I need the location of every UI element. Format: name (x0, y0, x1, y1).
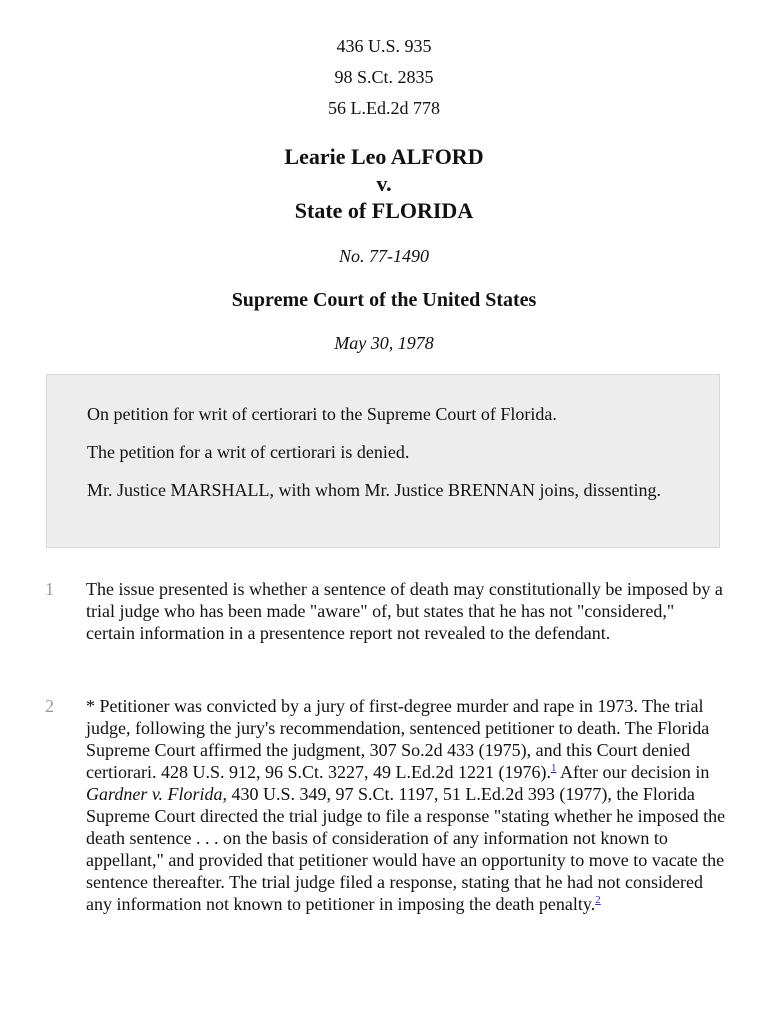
footnote-link-2[interactable]: 2 (595, 894, 601, 906)
court-name: Supreme Court of the United States (231, 289, 537, 311)
paragraph-text-part: After our decision in (556, 762, 710, 782)
case-title (0, 143, 768, 224)
paragraph-number: 2 (45, 696, 54, 716)
petitioner-name: Learie Leo ALFORD (284, 144, 484, 169)
paragraph-text-part: * Petitioner was convicted by a jury of first-degree murder and rape in 1973. The trial judge, following the jury's recommendation, sentenced petitioner to death. The Florida Supreme Court affirmed the judgment, 307 So.2d 433 (1975), and this Court denied certiorari. 428 U.S. 912, 96 S.Ct. 3227, 49 L.Ed.2d 1221 (1976). (86, 696, 710, 782)
respondent-name: State of FLORIDA (294, 198, 474, 223)
citations (0, 34, 768, 127)
versus: v. (376, 171, 392, 196)
petition-text: On petition for writ of certiorari to the Supreme Court of Florida. (87, 404, 557, 424)
citation-sct: 98 S.Ct. 2835 (334, 67, 434, 87)
case-name: Gardner v. Florida, (86, 784, 227, 804)
citation-us: 436 U.S. 935 (336, 36, 432, 56)
docket-number: No. 77-1490 (339, 246, 429, 266)
paragraph-text (86, 695, 726, 915)
paragraph-text: The issue presented is whether a sentence of death may constitutionally be imposed by a trial judge who has been made "aware" of, but states that he has not "considered," certain information in a presentence report not revealed to the defendant. (86, 579, 723, 643)
dissent-text: Mr. Justice MARSHALL, with whom Mr. Justice BRENNAN joins, dissenting. (87, 480, 662, 500)
decision-date: May 30, 1978 (334, 333, 434, 353)
prelim-box (46, 374, 720, 548)
paragraph-text-part: 430 U.S. 349, 97 S.Ct. 1197, 51 L.Ed.2d 393 (1977), the Florida Supreme Court directed the trial judge to file a response "stating whether he imposed the death sentence . . . on the basis of consideration of any information not known to appellant," and provided that petitioner would have an opportunity to move to vacate the sentence thereafter. The trial judge filed a response, stating that he had not considered any information not known to petitioner in imposing the death penalty. (86, 784, 726, 914)
disposition-text: The petition for a writ of certiorari is denied. (87, 442, 410, 462)
paragraph-number: 1 (45, 579, 54, 599)
footnote-link-1[interactable]: 1 (550, 762, 557, 774)
citation-led: 56 L.Ed.2d 778 (328, 98, 440, 118)
